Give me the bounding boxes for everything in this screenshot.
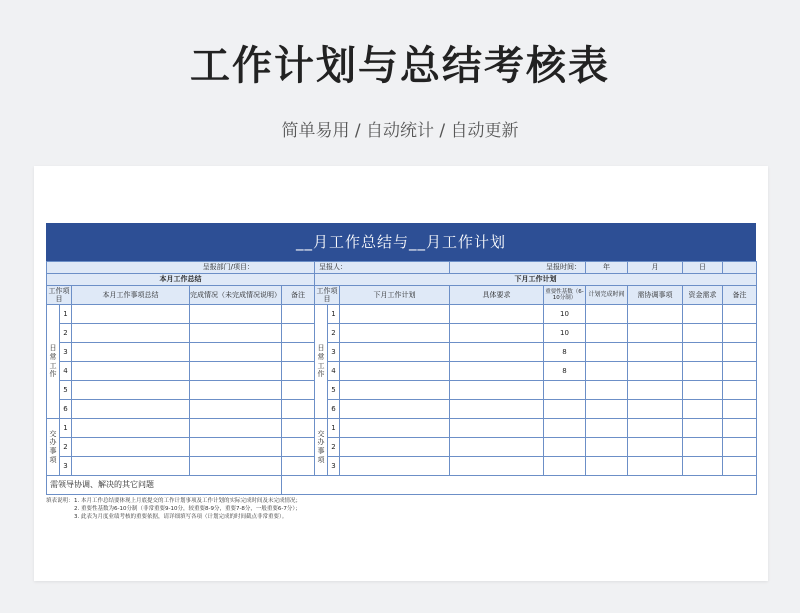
requirement-cell[interactable] — [450, 343, 544, 362]
group-label: 交 办 事 项 — [47, 419, 60, 476]
importance-score-cell[interactable]: 10 — [544, 305, 586, 324]
requirement-cell[interactable] — [450, 457, 544, 476]
coordination-cell[interactable] — [628, 419, 683, 438]
summary-section-title: 本月工作总结 — [47, 274, 315, 286]
funding-cell[interactable] — [683, 457, 723, 476]
funding-cell[interactable] — [683, 400, 723, 419]
time-label[interactable]: 呈报时间： — [450, 262, 586, 274]
importance-score-cell[interactable] — [544, 400, 586, 419]
assigned-rows — [47, 419, 757, 476]
funding-cell[interactable] — [683, 419, 723, 438]
summary-item-cell[interactable] — [72, 419, 190, 438]
row-number: 1 — [328, 305, 340, 324]
row-number: 1 — [328, 419, 340, 438]
requirement-cell[interactable] — [450, 438, 544, 457]
requirement-cell[interactable] — [450, 362, 544, 381]
row-number: 6 — [60, 400, 72, 419]
row-number: 1 — [60, 305, 72, 324]
requirement-cell[interactable] — [450, 381, 544, 400]
col-header: 资金需求 — [683, 286, 723, 305]
plan-time-cell[interactable] — [586, 324, 628, 343]
col-header: 需协调事项 — [628, 286, 683, 305]
col-header: 重要性基数（6-10分制） — [544, 286, 586, 305]
completion-cell[interactable] — [190, 362, 282, 381]
completion-cell[interactable] — [190, 457, 282, 476]
importance-score-cell[interactable]: 8 — [544, 343, 586, 362]
remark-cell[interactable] — [723, 400, 757, 419]
coordination-cell[interactable] — [628, 362, 683, 381]
row-number: 2 — [60, 438, 72, 457]
importance-score-cell[interactable] — [544, 419, 586, 438]
importance-score-cell[interactable]: 8 — [544, 362, 586, 381]
remark-cell[interactable] — [282, 438, 315, 457]
remark-cell[interactable] — [723, 438, 757, 457]
remark-cell[interactable] — [282, 419, 315, 438]
plan-time-cell[interactable] — [586, 362, 628, 381]
table-row — [47, 438, 757, 457]
plan-time-cell[interactable] — [586, 438, 628, 457]
remark-cell[interactable] — [723, 362, 757, 381]
completion-cell[interactable] — [190, 343, 282, 362]
importance-score-cell[interactable] — [544, 438, 586, 457]
importance-score-cell[interactable] — [544, 457, 586, 476]
importance-score-cell[interactable]: 10 — [544, 324, 586, 343]
plan-item-cell[interactable] — [340, 400, 450, 419]
coordination-cell[interactable] — [628, 400, 683, 419]
plan-item-cell[interactable] — [340, 343, 450, 362]
plan-time-cell[interactable] — [586, 400, 628, 419]
page-title: 工作计划与总结考核表 — [190, 43, 610, 89]
table-row — [47, 362, 757, 381]
remark-cell[interactable] — [723, 457, 757, 476]
notes-label: 填表说明： — [46, 498, 74, 504]
requirement-cell[interactable] — [450, 305, 544, 324]
year-label: 年 — [586, 262, 628, 274]
report-table — [46, 261, 757, 495]
group-label: 交 办 事 项 — [315, 419, 328, 476]
plan-item-cell[interactable] — [340, 362, 450, 381]
remark-cell[interactable] — [282, 457, 315, 476]
remark-cell[interactable] — [723, 419, 757, 438]
completion-cell[interactable] — [190, 324, 282, 343]
section-row — [47, 274, 757, 286]
notes — [46, 495, 756, 522]
row-number: 5 — [60, 381, 72, 400]
summary-item-cell[interactable] — [72, 305, 190, 324]
table-row — [47, 400, 757, 419]
plan-item-cell[interactable] — [340, 457, 450, 476]
group-label: 日 常 工 作 — [47, 305, 60, 419]
coordination-cell[interactable] — [628, 457, 683, 476]
row-number: 2 — [60, 324, 72, 343]
coordination-cell[interactable] — [628, 381, 683, 400]
col-header: 具体要求 — [450, 286, 544, 305]
note-item: 1. 本月工作总结要体现上月底提交的工作计划事项及工作计划的实际完成时间及未完成情况； — [74, 498, 301, 504]
row-number: 3 — [60, 457, 72, 476]
funding-cell[interactable] — [683, 343, 723, 362]
plan-item-cell[interactable] — [340, 305, 450, 324]
completion-cell[interactable] — [190, 438, 282, 457]
remark-cell[interactable] — [282, 343, 315, 362]
report-sheet — [46, 223, 756, 522]
summary-item-cell[interactable] — [72, 381, 190, 400]
funding-cell[interactable] — [683, 381, 723, 400]
note-item: 2. 重要性基数为6-10分制（非常重要9-10分，较重要8-9分，重要7-8分，一般重要6-7分）； — [74, 505, 301, 512]
completion-cell[interactable] — [190, 305, 282, 324]
plan-item-cell[interactable] — [340, 381, 450, 400]
col-header: 计划完成时间 — [586, 286, 628, 305]
summary-item-cell[interactable] — [72, 324, 190, 343]
col-header: 下月工作计划 — [340, 286, 450, 305]
plan-item-cell[interactable] — [340, 324, 450, 343]
remark-cell[interactable] — [282, 324, 315, 343]
coordination-cell[interactable] — [628, 438, 683, 457]
row-number: 6 — [328, 400, 340, 419]
plan-time-cell[interactable] — [586, 305, 628, 324]
funding-cell[interactable] — [683, 305, 723, 324]
summary-item-cell[interactable] — [72, 343, 190, 362]
footer-row — [47, 476, 757, 495]
dept-label[interactable]: 呈报部门/项目： — [47, 262, 315, 274]
month-label: 月 — [628, 262, 683, 274]
remark-cell[interactable] — [282, 362, 315, 381]
completion-cell[interactable] — [190, 400, 282, 419]
col-header: 本月工作事项总结 — [72, 286, 190, 305]
plan-time-cell[interactable] — [586, 419, 628, 438]
col-header: 工作项目 — [316, 286, 338, 303]
sheet-card — [34, 166, 768, 581]
requirement-cell[interactable] — [450, 419, 544, 438]
table-row — [47, 457, 757, 476]
row-number: 4 — [328, 362, 340, 381]
coordination-cell[interactable] — [628, 305, 683, 324]
plan-section-title: 下月工作计划 — [315, 274, 757, 286]
plan-time-cell[interactable] — [586, 381, 628, 400]
col-header: 完成情况（未完成情况说明） — [190, 286, 282, 305]
plan-item-cell[interactable] — [340, 419, 450, 438]
row-number: 4 — [60, 362, 72, 381]
info-row — [47, 262, 757, 274]
col-header: 工作项目 — [48, 286, 70, 303]
coordination-cell[interactable] — [628, 343, 683, 362]
funding-cell[interactable] — [683, 362, 723, 381]
remark-cell[interactable] — [723, 343, 757, 362]
row-number: 3 — [328, 343, 340, 362]
remark-cell[interactable] — [282, 305, 315, 324]
row-number: 2 — [328, 324, 340, 343]
funding-cell[interactable] — [683, 324, 723, 343]
summary-item-cell[interactable] — [72, 457, 190, 476]
coordination-cell[interactable] — [628, 324, 683, 343]
daily-rows — [47, 305, 757, 419]
reporter-label[interactable]: 呈报人： — [315, 262, 450, 274]
remark-cell[interactable] — [723, 381, 757, 400]
summary-item-cell[interactable] — [72, 400, 190, 419]
plan-time-cell[interactable] — [586, 457, 628, 476]
plan-time-cell[interactable] — [586, 343, 628, 362]
importance-score-cell[interactable] — [544, 381, 586, 400]
row-number: 3 — [60, 343, 72, 362]
table-row — [47, 381, 757, 400]
row-number: 2 — [328, 438, 340, 457]
sheet-banner: __月工作总结与__月工作计划 — [46, 223, 756, 261]
summary-item-cell[interactable] — [72, 362, 190, 381]
remark-cell[interactable] — [282, 400, 315, 419]
remark-cell[interactable] — [723, 305, 757, 324]
requirement-cell[interactable] — [450, 324, 544, 343]
completion-cell[interactable] — [190, 381, 282, 400]
footer-label: 需领导协调、解决的其它问题 — [47, 476, 282, 495]
remark-cell[interactable] — [282, 381, 315, 400]
funding-cell[interactable] — [683, 438, 723, 457]
table-row — [47, 343, 757, 362]
row-number: 1 — [60, 419, 72, 438]
header-row — [47, 286, 757, 305]
row-number: 5 — [328, 381, 340, 400]
table-row — [47, 419, 757, 438]
col-header: 备注 — [282, 286, 315, 305]
row-number: 3 — [328, 457, 340, 476]
remark-cell[interactable] — [723, 324, 757, 343]
footer-input[interactable] — [282, 476, 757, 495]
day-label: 日 — [683, 262, 723, 274]
page-subtitle: 简单易用 / 自动统计 / 自动更新 — [281, 121, 519, 141]
plan-item-cell[interactable] — [340, 438, 450, 457]
summary-item-cell[interactable] — [72, 438, 190, 457]
table-row — [47, 305, 757, 324]
note-item: 3. 此表为月度业绩考核的重要依据，请详细填写各项（计划完成的时间截点非常重要）。 — [74, 513, 288, 520]
requirement-cell[interactable] — [450, 400, 544, 419]
group-label: 日 常 工 作 — [315, 305, 328, 419]
col-header: 备注 — [723, 286, 757, 305]
completion-cell[interactable] — [190, 419, 282, 438]
table-row — [47, 324, 757, 343]
